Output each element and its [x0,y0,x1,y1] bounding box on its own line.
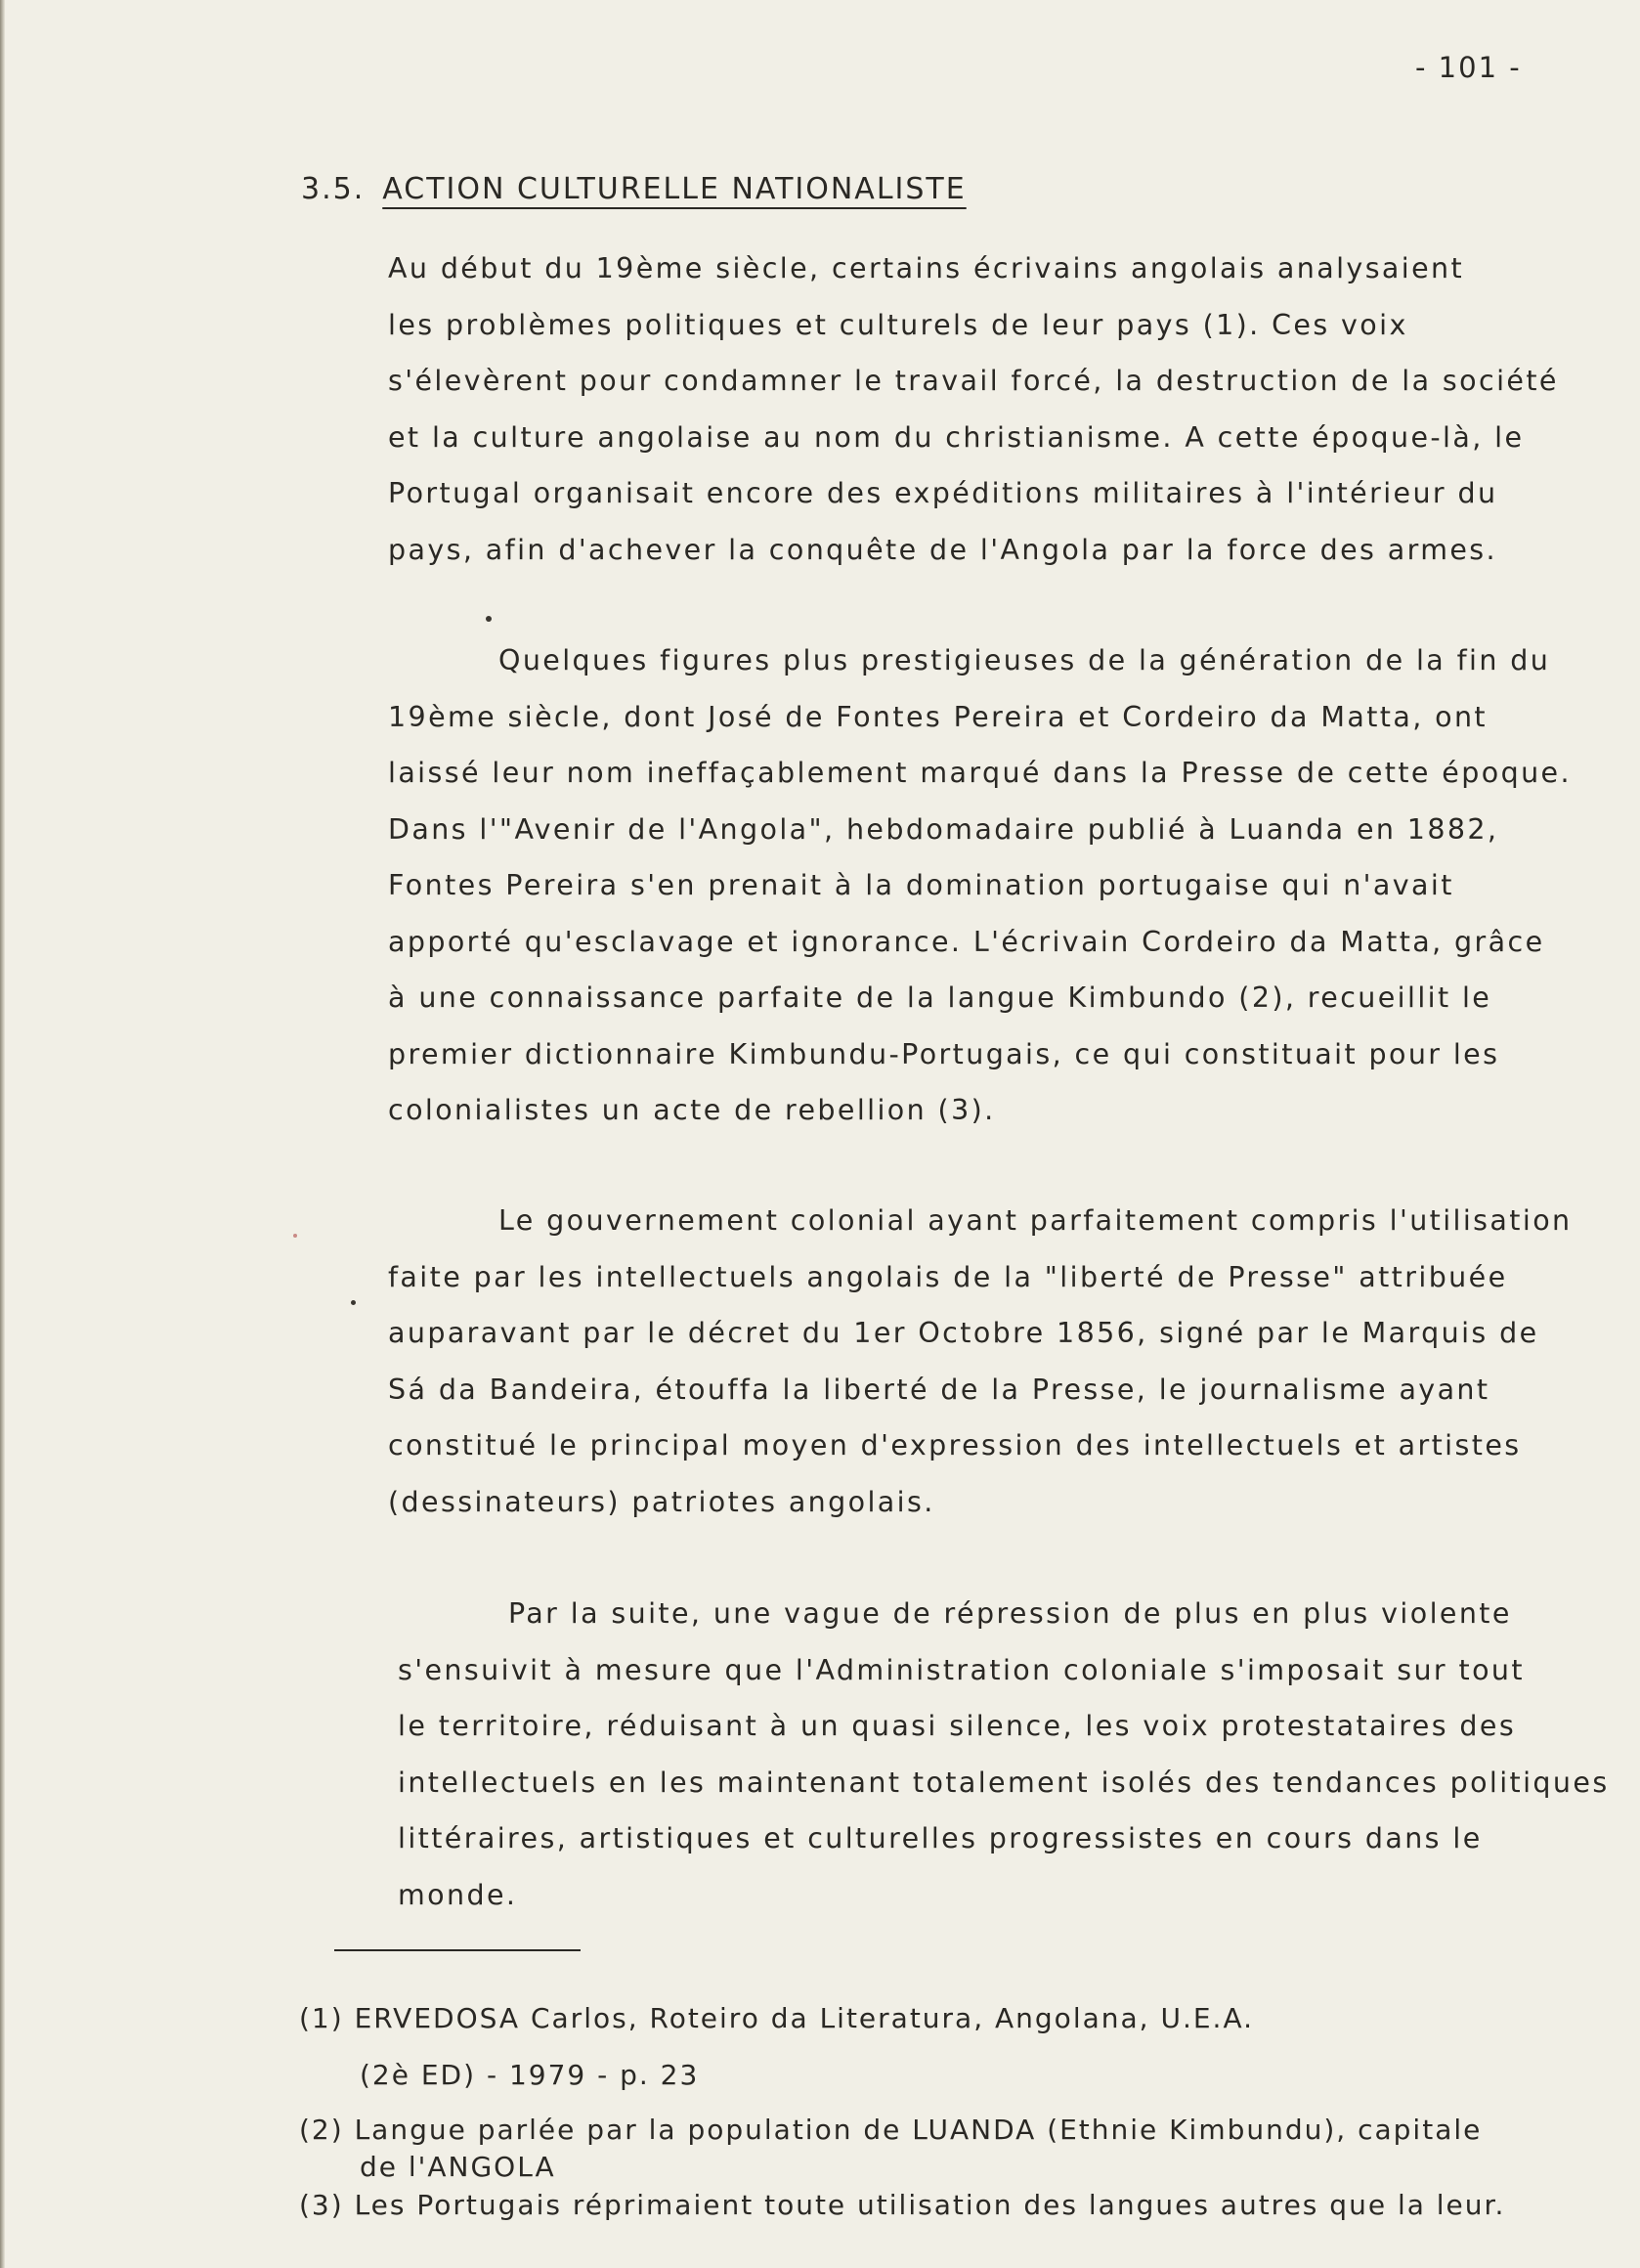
section-heading [301,172,967,206]
footnote-line: (1) ERVEDOSA Carlos, Roteiro da Literatura, Angolana, U.E.A. [299,2002,1255,2034]
paper-speck [293,1234,297,1238]
footnote-line: (3) Les Portugais réprimaient toute utilisation des langues autres que la leur. [299,2189,1506,2221]
footnote-line: (2) Langue parlée par la population de LUANDA (Ethnie Kimbundu), capitale [299,2114,1483,2146]
paper-speck [351,1300,356,1305]
paragraph-line: 19ème siècle, dont José de Fontes Pereira et Cordeiro da Matta, ont [388,700,1488,733]
paragraph-4 [398,1586,1629,1923]
paragraph-line: Dans l'"Avenir de l'Angola", hebdomadaire publié à Luanda en 1882, [388,812,1499,846]
paragraph-line: Sá da Bandeira, étouffa la liberté de la Presse, le journalisme ayant [388,1373,1490,1406]
paragraph-2 [388,632,1619,1139]
paragraph-line: colonialistes un acte de rebellion (3). [388,1094,996,1126]
section-number: 3.5. [301,172,366,206]
paragraph-line: Quelques figures plus prestigieuses de la génération de la fin du [498,644,1551,676]
paragraph-line: littéraires, artistiques et culturelles progressistes en cours dans le [398,1822,1483,1854]
paragraph-line: premier dictionnaire Kimbundu-Portugais, ce qui constituait pour les [388,1037,1500,1070]
paragraph-line: Fontes Pereira s'en prenait à la domination portugaise qui n'avait [388,869,1454,901]
footnote-separator [334,1949,581,1951]
footnote-2 [299,2112,1482,2186]
paragraph-line: et la culture angolaise au nom du christianisme. A cette époque-là, le [388,420,1525,454]
paragraph-line: Le gouvernement colonial ayant parfaitement compris l'utilisation [498,1204,1573,1237]
paragraph-line: les problèmes politiques et culturels de leur pays (1). Ces voix [388,308,1408,341]
page-edge-shadow [0,0,5,2268]
paragraph-line: Au début du 19ème siècle, certains écrivains angolais analysaient [388,252,1465,284]
paragraph-3 [388,1193,1619,1530]
paragraph-line: (dessinateurs) patriotes angolais. [388,1485,935,1518]
paragraph-line: intellectuels en les maintenant totalement isolés des tendances politiques [398,1766,1610,1799]
paragraph-line: monde. [398,1878,518,1911]
footnote-1 [299,1987,1254,2101]
paragraph-line: s'ensuivit à mesure que l'Administration coloniale s'imposait sur tout [398,1653,1525,1686]
paragraph-line: auparavant par le décret du 1er Octobre 1856, signé par le Marquis de [388,1317,1539,1349]
paragraph-line: Par la suite, une vague de répression de plus en plus violente [508,1597,1512,1630]
paragraph-line: laissé leur nom ineffaçablement marqué dans la Presse de cette époque. [388,757,1572,789]
paragraph-line: à une connaissance parfaite de la langue Kimbundo (2), recueillit le [388,981,1492,1014]
page-number: - 101 - [1415,51,1522,84]
paragraph-line: constitué le principal moyen d'expression des intellectuels et artistes [388,1429,1522,1461]
footnote-3 [299,2187,1505,2224]
paragraph-line: le territoire, réduisant à un quasi silence, les voix protestataires des [398,1710,1517,1742]
footnote-line: (2è ED) - 1979 - p. 23 [360,2059,700,2091]
paragraph-1 [388,240,1619,578]
paragraph-line: faite par les intellectuels angolais de la "liberté de Presse" attribuée [388,1260,1508,1293]
footnote-line: de l'ANGOLA [360,2151,556,2183]
paragraph-line: pays, afin d'achever la conquête de l'Angola par la force des armes. [388,533,1498,566]
section-title: ACTION CULTURELLE NATIONALISTE [382,172,967,206]
paragraph-line: Portugal organisait encore des expéditions militaires à l'intérieur du [388,477,1498,509]
paper-speck [486,616,492,622]
paragraph-line: s'élevèrent pour condamner le travail forcé, la destruction de la société [388,365,1559,397]
paragraph-line: apporté qu'esclavage et ignorance. L'écrivain Cordeiro da Matta, grâce [388,925,1545,958]
